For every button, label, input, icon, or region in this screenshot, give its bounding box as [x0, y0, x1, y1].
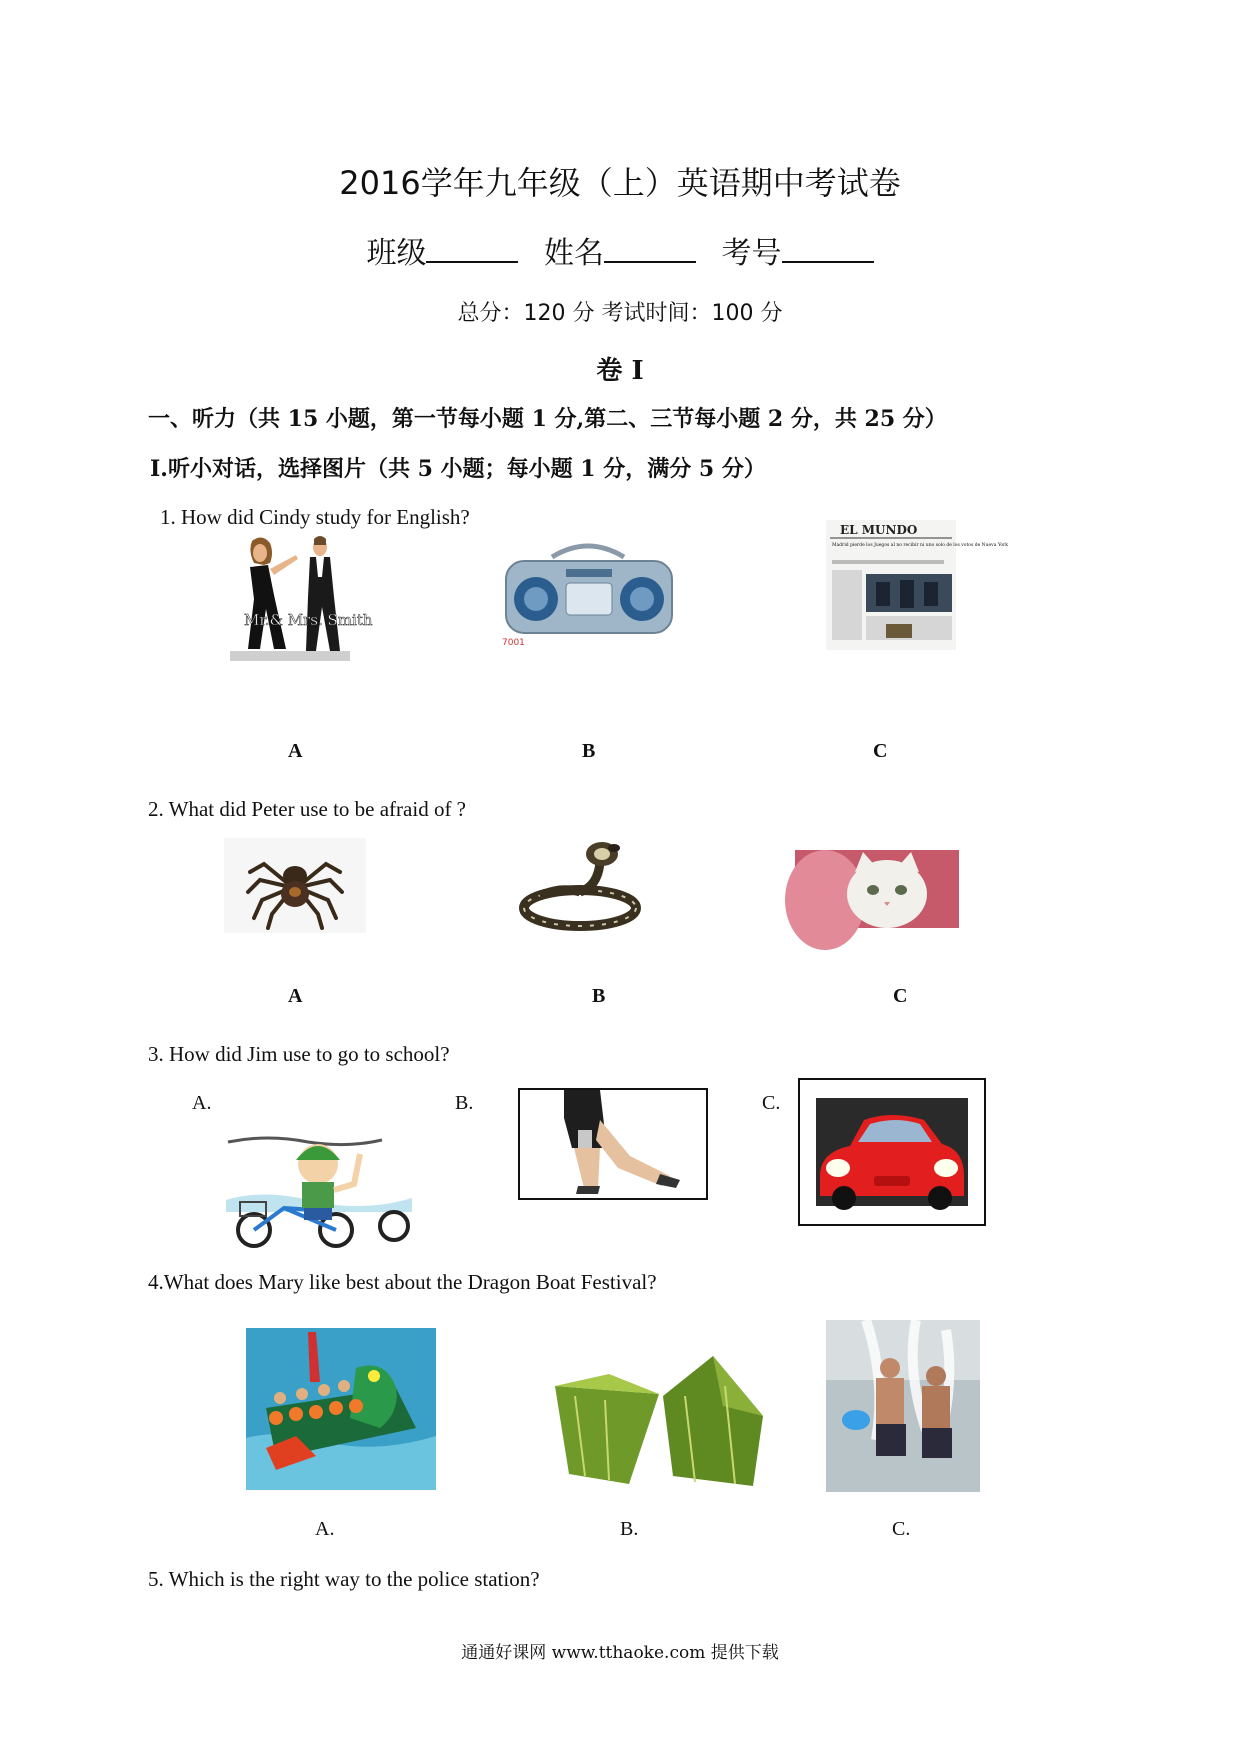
question-5: 5. Which is the right way to the police station? — [148, 1567, 540, 1591]
walking-image — [518, 1088, 708, 1200]
dragon-boat-image — [246, 1328, 436, 1490]
volume-heading: 卷 I — [596, 356, 644, 386]
q1-option-c-label: C — [873, 740, 888, 762]
number-blank[interactable] — [782, 235, 874, 263]
spider-image — [224, 838, 366, 933]
radio-cassette-image — [492, 535, 684, 647]
name-blank[interactable] — [604, 235, 696, 263]
question-4: 4.What does Mary like best about the Dragon Boat Festival? — [148, 1270, 657, 1294]
movie-title-text: Mr.& Mrs. Smith — [244, 611, 373, 629]
class-label: 班级 — [366, 236, 427, 271]
q3-option-b-label: B. — [455, 1092, 474, 1114]
zongzi-image — [545, 1356, 773, 1490]
q3-option-c-label: C. — [762, 1092, 781, 1114]
cat-image — [795, 850, 959, 928]
q2-option-b-label: B — [592, 985, 606, 1007]
q4-option-c-label: C. — [892, 1518, 911, 1540]
snake-image — [510, 836, 650, 936]
name-label: 姓名 — [544, 236, 604, 271]
page-title: 2016学年九年级（上）英语期中考试卷 — [339, 164, 901, 202]
q3-option-a-label: A. — [192, 1092, 212, 1114]
movie-poster-image — [230, 533, 373, 661]
newspaper-masthead: EL MUNDO — [840, 523, 918, 537]
newspaper-headline: Madrid pierde los Juegos al no recibir ni uno solo de los votos de Nueva York — [832, 543, 1008, 548]
q4-option-a-label: A. — [315, 1518, 335, 1540]
student-info-line — [0, 228, 1240, 272]
number-label: 考号 — [721, 236, 782, 271]
q1-option-a-label: A — [288, 740, 303, 762]
water-fight-image — [826, 1320, 980, 1492]
q2-option-a-label: A — [288, 985, 303, 1007]
class-blank[interactable] — [426, 235, 518, 263]
question-1: 1. How did Cindy study for English? — [160, 505, 470, 529]
bicycle-boy-image — [226, 1130, 412, 1248]
newspaper-image — [826, 520, 1008, 650]
radio-caption-text: 7001 — [502, 638, 525, 648]
question-3: 3. How did Jim use to go to school? — [148, 1042, 450, 1066]
q4-option-b-label: B. — [620, 1518, 639, 1540]
q1-option-b-label: B — [582, 740, 596, 762]
footer-text: 通通好课网 www.tthaoke.com 提供下载 — [461, 1643, 779, 1663]
part-heading: Ⅰ.听小对话，选择图片（共 5 小题；每小题 1 分，满分 5 分） — [150, 456, 766, 482]
score-info: 总分：120 分 考试时间：100 分 — [457, 301, 783, 326]
q2-option-c-label: C — [893, 985, 908, 1007]
section-heading: 一、听力（共 15 小题，第一节每小题 1 分,第二、三节每小题 2 分，共 25 分） — [148, 406, 947, 432]
question-2: 2. What did Peter use to be afraid of ? — [148, 797, 467, 821]
car-image — [798, 1078, 986, 1226]
